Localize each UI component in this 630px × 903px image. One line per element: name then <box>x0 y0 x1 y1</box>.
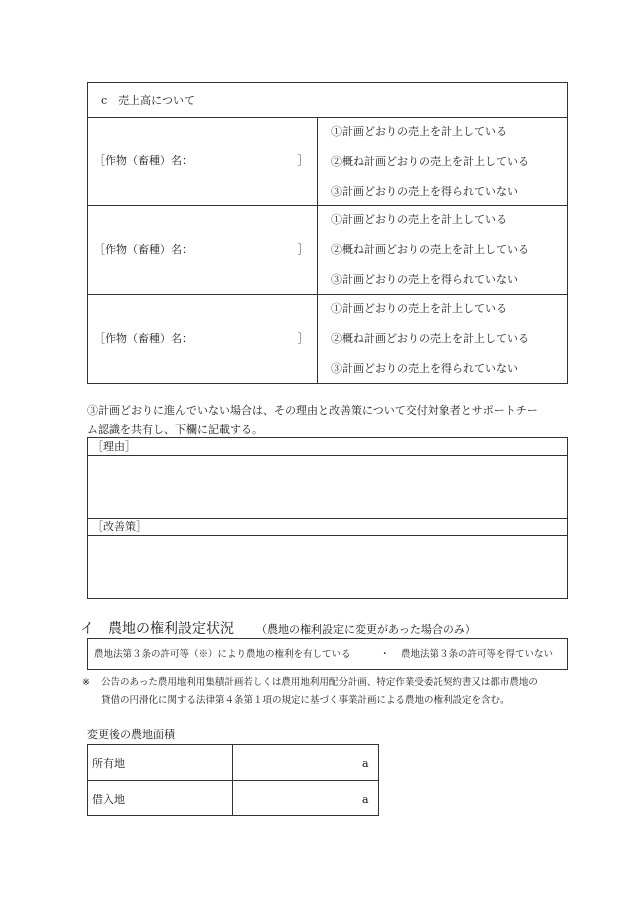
sales-option-1[interactable]: ①計画どおりの売上を計上している <box>331 213 507 226</box>
footnote-line-1: 公告のあった農用地利用集積計画若しくは農用地利用配分計画、特定作業受委託契約書又は都市農地の <box>101 677 538 688</box>
choice-no-rights[interactable]: 農地法第３条の許可等を得ていない <box>401 649 554 660</box>
improvement-field[interactable] <box>92 538 562 594</box>
reason-label: ［理由］ <box>92 440 136 453</box>
improvement-label: ［改善策］ <box>92 520 147 533</box>
choice-separator: ・ <box>380 649 390 660</box>
reason-label-divider <box>87 455 568 456</box>
sales-header-divider <box>87 117 568 118</box>
crop-name-field[interactable]: ［作物（畜種）名： ］ <box>94 154 309 167</box>
reason-section-divider <box>87 518 568 519</box>
area-title: 変更後の農地面積 <box>87 728 175 741</box>
crop-name-field[interactable]: ［作物（畜種）名： ］ <box>94 243 309 256</box>
footnote-mark: ※ <box>82 677 90 688</box>
area-row-divider <box>87 780 379 781</box>
note-line-1: ③計画どおりに進んでいない場合は、その理由と改善策について交付対象者とサポートチー <box>87 404 538 417</box>
sales-option-2[interactable]: ②概ね計画どおりの売上を計上している <box>331 243 529 256</box>
area-label-leased: 借入地 <box>92 793 125 806</box>
section-marker: イ <box>80 621 94 637</box>
sales-option-3[interactable]: ③計画どおりの売上を得られていない <box>331 273 518 286</box>
choice-has-rights[interactable]: 農地法第３条の許可等（※）により農地の権利を有している <box>94 649 351 660</box>
section-title: 農地の権利設定状況 <box>108 621 234 637</box>
footnote-line-2: 貸借の円滑化に関する法律第４条第１項の規定に基づく事業計画による農地の権利設定を含む。 <box>101 695 510 706</box>
sales-option-3[interactable]: ③計画どおりの売上を得られていない <box>331 362 518 375</box>
sales-row-divider <box>87 205 568 206</box>
sales-option-2[interactable]: ②概ね計画どおりの売上を計上している <box>331 155 529 168</box>
area-column-divider <box>232 744 233 816</box>
sales-column-divider <box>317 117 318 384</box>
crop-name-field[interactable]: ［作物（畜種）名： ］ <box>94 332 309 345</box>
sales-row-divider <box>87 294 568 295</box>
sales-option-1[interactable]: ①計画どおりの売上を計上している <box>331 302 507 315</box>
section-subtitle: （農地の権利設定に変更があった場合のみ） <box>256 623 476 636</box>
reason-field[interactable] <box>92 458 562 514</box>
sales-option-1[interactable]: ①計画どおりの売上を計上している <box>331 125 507 138</box>
improvement-label-divider <box>87 535 568 536</box>
area-label-owned: 所有地 <box>92 757 125 770</box>
note-line-2: ム認識を共有し、下欄に記載する。 <box>87 423 263 436</box>
sales-option-3[interactable]: ③計画どおりの売上を得られていない <box>331 185 518 198</box>
area-unit-leased: a <box>362 793 369 806</box>
area-unit-owned: a <box>362 757 369 770</box>
sales-header: c 売上高について <box>101 94 195 107</box>
sales-option-2[interactable]: ②概ね計画どおりの売上を計上している <box>331 332 529 345</box>
